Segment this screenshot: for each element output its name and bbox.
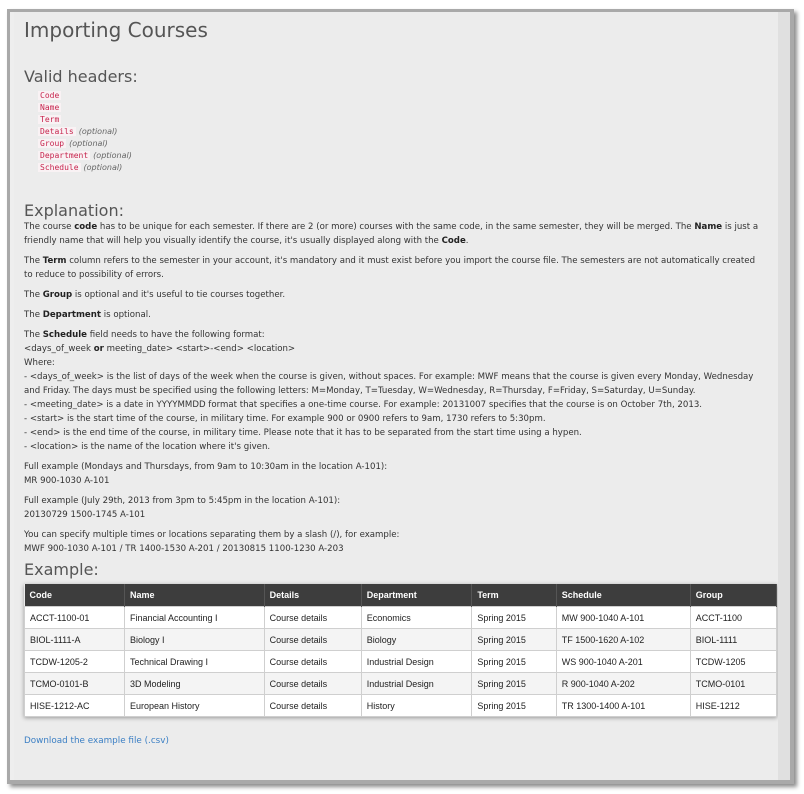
table-cell: 3D Modeling [124,673,264,695]
table-cell: ACCT-1100 [690,607,776,629]
table-cell: TCMO-0101-B [25,673,125,695]
example-table [24,584,777,717]
column-header: Name [124,584,264,607]
table-row [25,695,777,717]
header-code: Term [40,115,60,124]
full-example-2: Full example (July 29th, 2013 from 3pm to 5:45pm in the location A-101): 20130729 1500-1745 A-101 [24,496,341,520]
header-code: Code [40,91,60,100]
header-code: Schedule [40,163,79,172]
valid-header-item [38,147,132,159]
header-code: Group [40,139,65,148]
table-cell: Economics [361,607,472,629]
table-cell: Spring 2015 [472,673,556,695]
table-cell: TF 1500-1620 A-102 [556,629,690,651]
valid-headers-heading: Valid headers: [24,67,138,86]
valid-header-item [38,87,132,99]
term-explanation: The Term column refers to the semester in your account, it's mandatory and it must exist before you import the course file. The semesters are not automatically created to reduce to possibility of errors. [24,256,756,280]
table-cell: Course details [264,629,361,651]
table-cell: Biology [361,629,472,651]
table-row [25,651,777,673]
table-cell: TCDW-1205-2 [25,651,125,673]
table-cell: TR 1300-1400 A-101 [556,695,690,717]
schedule-where: Where: [24,358,55,368]
schedule-explanation [24,328,764,454]
column-header: Code [25,584,125,607]
schedule-end: - <end> is the end time of the course, in military time. Please note that it has to be separated from the start time using a hypen. [24,428,582,438]
table-cell: European History [124,695,264,717]
valid-header-item [38,111,132,123]
valid-header-item [38,159,132,171]
table-cell: WS 900-1040 A-201 [556,651,690,673]
schedule-format-syntax: <days_of_week or meeting_date> <start>-<end> <location> [24,344,296,354]
schedule-days-of-week: - <days_of_week> is the list of days of the week when the course is given, without spaces. For example: MWF means that the course is given every Monday, Wednesday and Friday. The days must be specified using the following letters: M=Monday, T=Tuesday, W=Wednesday, R=Thursday, F=Friday, S=Saturday, U=Sunday. [24,372,754,396]
column-header: Details [264,584,361,607]
optional-note: (optional) [78,127,118,136]
table-cell: TCMO-0101 [690,673,776,695]
valid-header-item [38,123,132,135]
help-page [14,12,782,780]
valid-header-item [38,135,132,147]
example-table-container [24,584,777,717]
schedule-start: - <start> is the start time of the course, in military time. For example 900 or 0900 refers to 9am, 1730 refers to 5:30pm. [24,414,546,424]
department-explanation: The Department is optional. [24,310,151,320]
optional-note: (optional) [93,151,132,160]
table-row [25,607,777,629]
column-header: Schedule [556,584,690,607]
header-code: Name [40,103,60,112]
table-cell: Spring 2015 [472,607,556,629]
multiple-example: You can specify multiple times or locations separating them by a slash (/), for example: MWF 900-1030 A-101 / TR 1400-1530 A-201 / 20130815 1100-1230 A-203 [24,530,400,554]
column-header: Group [690,584,776,607]
table-cell: MW 900-1040 A-101 [556,607,690,629]
table-body [25,607,777,717]
table-row [25,629,777,651]
optional-note: (optional) [69,139,108,148]
schedule-location: - <location> is the name of the location where it's given. [24,442,271,452]
code-explanation: The course code has to be unique for each semester. If there are 2 (or more) courses with the same code, in the same semester, they will be merged. The Name is just a friendly name that will help you visually identify the course, it's usually displayed along with the Code. [24,222,759,246]
table-cell: Industrial Design [361,673,472,695]
header-code: Details [40,127,74,136]
table-cell: Industrial Design [361,651,472,673]
table-cell: Course details [264,695,361,717]
table-cell: Course details [264,651,361,673]
table-cell: Spring 2015 [472,695,556,717]
table-cell: Biology I [124,629,264,651]
table-cell: Technical Drawing I [124,651,264,673]
schedule-meeting-date: - <meeting_date> is a date in YYYYMMDD format that specifies a one-time course. For example: 20131007 specifies that the course is on October 7th, 2013. [24,400,703,410]
explanation-heading: Explanation: [24,201,124,220]
table-cell: Course details [264,673,361,695]
table-cell: Spring 2015 [472,629,556,651]
table-cell: HISE-1212-AC [25,695,125,717]
table-cell: BIOL-1111 [690,629,776,651]
table-cell: BIOL-1111-A [25,629,125,651]
table-cell: Spring 2015 [472,651,556,673]
table-cell: TCDW-1205 [690,651,776,673]
column-header: Department [361,584,472,607]
table-cell: History [361,695,472,717]
table-row [25,673,777,695]
page-title: Importing Courses [24,18,208,42]
optional-note: (optional) [83,163,123,172]
table-cell: Financial Accounting I [124,607,264,629]
download-example-link[interactable]: Download the example file (.csv) [24,736,169,746]
valid-headers-list [38,87,132,171]
table-cell: HISE-1212 [690,695,776,717]
table-cell: ACCT-1100-01 [25,607,125,629]
vertical-scrollbar[interactable] [778,12,790,780]
group-explanation: The Group is optional and it's useful to tie courses together. [24,290,286,300]
header-code: Department [40,151,89,160]
table-header-row [25,584,777,607]
column-header: Term [472,584,556,607]
table-cell: Course details [264,607,361,629]
table-cell: R 900-1040 A-202 [556,673,690,695]
schedule-format-line: The Schedule field needs to have the following format: [24,330,265,340]
example-heading: Example: [24,560,99,579]
valid-header-item [38,99,132,111]
screenshot-frame [7,9,794,784]
full-example-1: Full example (Mondays and Thursdays, from 9am to 10:30am in the location A-101): MR 900-1030 A-101 [24,462,388,486]
